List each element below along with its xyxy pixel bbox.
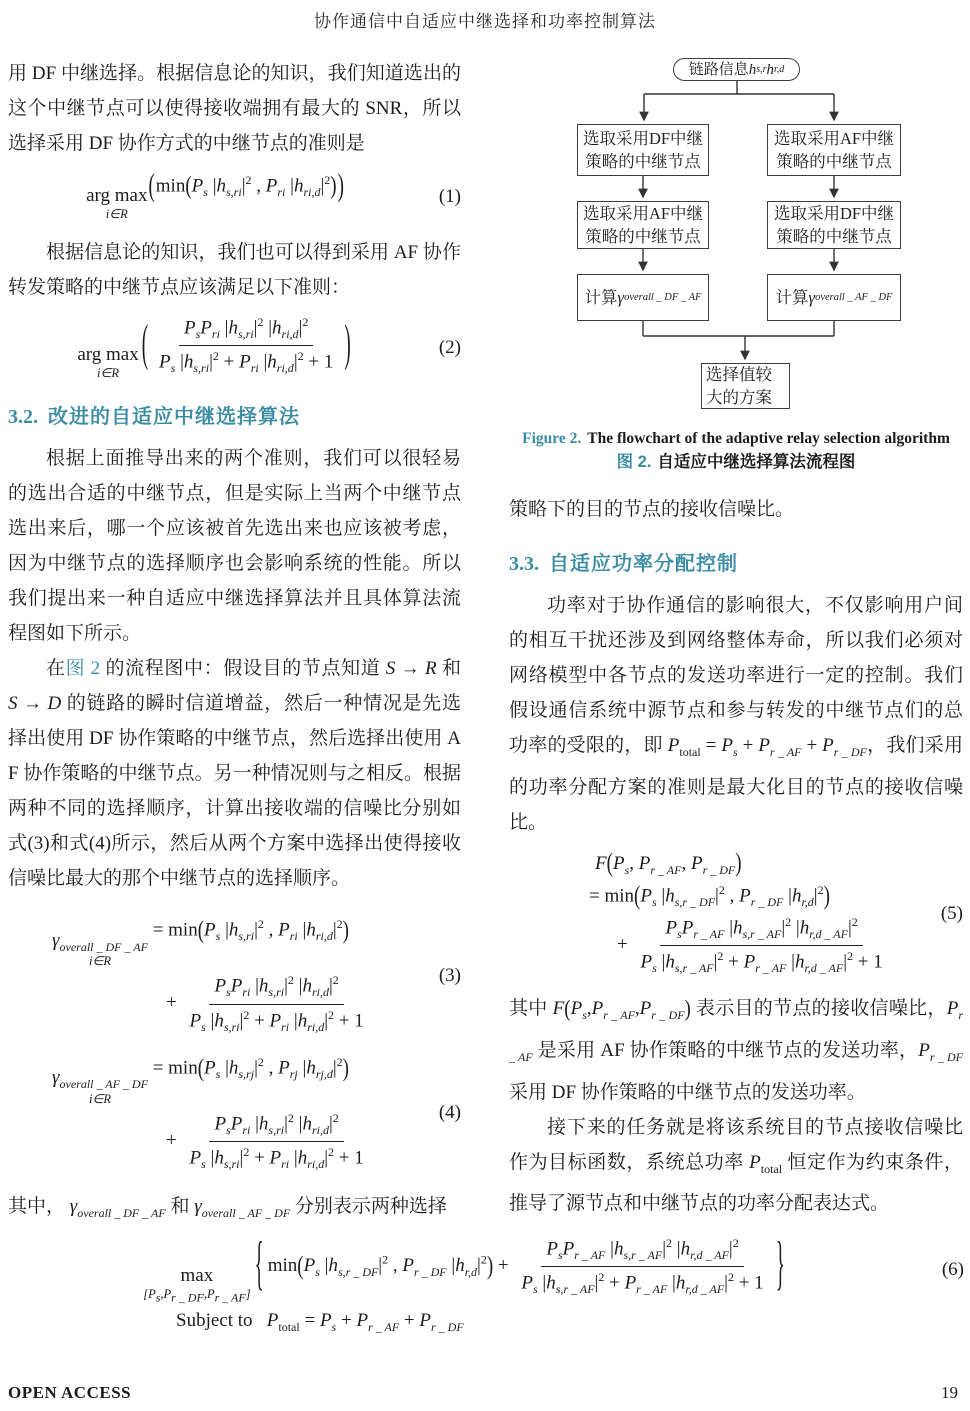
equation-3 — [8, 912, 461, 1039]
section-3-2-number: 3.2. — [8, 406, 38, 429]
figure-2-caption-en-text: The flowchart of the adaptive relay selection algorithm — [587, 430, 950, 447]
paragraph-df-criterion: 用 DF 中继选择。根据信息论的知识，我们知道选出的这个中继节点可以使得接收端拥有最大的 SNR，所以选择采用 DF 协作方式的中继节点的准则是 — [8, 63, 461, 154]
paragraph-f-explanation: 其中 $F(P_s,P_{r \_ AF},P_{r \_ DF})$ 表示目的节点的接收信噪比，$P_{r \_ AF}$ 是采用 AF 协作策略的中继节点的发送功率，$P_{r \_ DF}$ 采用 DF 协作策略的中继节点的发送功率。 — [509, 997, 963, 1103]
section-3-3-number: 3.3. — [509, 553, 539, 575]
equation-5-line2: = $\min(P_s$ $|h_{s,r \_ DF}|^2$ , $P_{r \_ DF}$ $|h_{r,d}|^2$) — [589, 881, 830, 911]
paragraph-gamma-explanation: 其中， $\gamma_{overall \_ DF \_ AF}$ 和 $\gamma_{overall \_ AF \_ DF}$ 分别表示两种选择 — [8, 1196, 447, 1220]
flowchart-compute-gamma-af-df-node: 计算 γ overall _ AF _ DF — [767, 274, 901, 321]
equation-3-line1: $\gamma_{overall \_ DF \_ AF}$ i∈R = $\min(P_s$ $|h_{s,ri}|^2$ , $P_{ri}$ $|h_{ri,d}|^2$) — [52, 916, 349, 969]
flowchart-compute-gamma-df-af-node: 计算 γ overall _ DF _ AF — [577, 274, 709, 321]
figure-2-caption-english — [509, 428, 963, 450]
equation-5-math — [509, 848, 925, 981]
paragraph-relay-order: 根据上面推导出来的两个准则，我们可以很轻易的选出合适的中继节点，但是实际上当两个中继节点选出来后，哪一个应该被首先选出来也应该被考虑，因为中继节点的选择顺序也会影响系统的性能。所以我们提出来一种自适应中继选择算法并且具体算法流程图如下所示。 — [8, 448, 461, 645]
equation-4-number: (4) — [438, 1102, 461, 1124]
section-3-3-title: 自适应功率分配控制 — [549, 553, 738, 575]
equation-2-math: arg max i∈R ( $P_sP_{ri}$ $|h_{s,ri}|^2$ $|h_{ri,d}|^2$ $P_s$ $|h_{s,ri}|^2 + P_{ri}$ $|h_{ri,d}|^2 + 1$ ) — [77, 315, 351, 381]
equation-6-constraint: Subject to $P_{total} = P_s + P_{r \_ AF} + P_{r \_ DF}$ — [176, 1310, 464, 1335]
figure-flowchart — [509, 56, 963, 414]
figure-2-label-zh: 图 2. — [616, 453, 652, 471]
paragraph-figure2-description: 在图 2 的流程图中：假设目的节点知道 S → R 和 S → D 的链路的瞬时信道增益，然后一种情况是先选择出使用 DF 协作策略的中继节点，然后选择出使用 AF 协作策略的中继节点。另一种情况则与之相反。根据两种不同的选择顺序，计算出接收端的信噪比分别如式(3)和式(4)所示，然后从两个方案中选择出使得接收信噪比最大的那个中继节点的选择顺序。 — [8, 658, 461, 890]
section-3-2-title: 改进的自适应中继选择算法 — [48, 406, 300, 429]
equation-4-line1: $\gamma_{overall \_ AF \_ DF}$ i∈R = $\min(P_s$ $|h_{s,rj}|^2$ , $P_{rj}$ $|h_{rj,d}|^2$) — [52, 1053, 349, 1106]
equation-3-math — [8, 912, 423, 1039]
section-heading-3-2 — [8, 400, 461, 429]
equation-3-number: (3) — [438, 965, 461, 986]
flowchart-select-af-second-node: 选取采用AF中继策略的中继节点 — [577, 201, 709, 249]
equation-3-line2: + $P_sP_{ri}$ $|h_{s,ri}|^2$ $|h_{ri,d}|^2$ $P_s$ $|h_{s,ri}|^2 + P_{ri}$ $|h_{ri,d}|^2 + 1$ — [166, 973, 364, 1034]
equation-1-number: (1) — [438, 186, 461, 208]
equation-5-line3: + $P_sP_{r \_ AF}$ $|h_{s,r \_ AF}|^2$ $|h_{r,d \_ AF}|^2$ $P_s$ $|h_{s,r \_ AF}|^2 + P_{r \_ AF}$ $|h_{r,d \_ AF}|^2 + 1$ — [617, 914, 883, 975]
flowchart-select-df-first-node: 选取采用DF中继策略的中继节点 — [577, 124, 709, 176]
equation-1-math: arg max i∈R ($\min(P_s$ $|h_{s,ri}|^2$ , $P_{ri}$ $|h_{ri,d}|^2$)) — [86, 168, 344, 222]
equation-6 — [8, 1232, 964, 1305]
paragraph-next-task: 接下来的任务就是将该系统目的节点接收信噪比作为目标函数，系统总功率 $P_{total}$ 恒定作为约束条件，推导了源节点和中继节点的功率分配表达式。 — [509, 1116, 963, 1215]
section-heading-3-3 — [509, 547, 963, 576]
equation-4-line2: + $P_sP_{ri}$ $|h_{s,ri}|^2$ $|h_{ri,d}|^2$ $P_s$ $|h_{s,ri}|^2 + P_{ri}$ $|h_{ri,d}|^2 + 1$ — [166, 1110, 364, 1172]
open-access-label: OPEN ACCESS — [8, 1383, 132, 1402]
equation-5-line1: $F(P_s$, $P_{r \_ AF}$, $P_{r \_ DF}$) — [595, 849, 742, 879]
left-column — [8, 56, 461, 1231]
equation-6-math: max $[P_s,P_{r \_ DF},P_{r \_ AF}]$ { $\min(P_s$ $|h_{s,r \_ DF}|^2$ , $P_{r \_ DF}$ $|h_{r,d}|^2$) + $P_sP_{r \_ AF}$ $|h_{s,r \_ AF}|^2$ $|h_{r,d \_ AF}|^2$ $P_s$ $|h_{s,r \_ AF}|^2 + P_{r \_ AF}$ $|h_{r,d \_ AF}|^2 + 1$ } — [143, 1232, 785, 1305]
equation-4-math — [8, 1050, 423, 1177]
equation-2-number: (2) — [438, 336, 461, 358]
paragraph-snr-continuation: 策略下的目的节点的接收信噪比。 — [509, 499, 795, 520]
equation-1 — [8, 168, 461, 222]
equation-2 — [8, 315, 461, 380]
page-header-title: 协作通信中自适应中继选择和功率控制算法 — [314, 12, 656, 31]
equation-5 — [509, 848, 963, 981]
paragraph-af-criterion: 根据信息论的知识，我们也可以得到采用 AF 协作转发策略的中继节点应该满足以下准则： — [8, 242, 461, 299]
page-number: 19 — [941, 1383, 958, 1402]
flowchart-start-node: 链路信息 h s,r h r,d — [673, 58, 800, 81]
equation-5-number: (5) — [940, 903, 963, 925]
equation-4 — [8, 1050, 461, 1177]
paragraph-power-control: 功率对于协作通信的影响很大，不仅影响用户间的相互干扰还涉及到网络整体寿命，所以我们必须对网络模型中各节点的发送功率进行一定的控制。我们假设通信系统中源节点和参与转发的中继节点们的总功率的受限的，即 $P_{total} = P_s + P_{r \_ AF} + P_{r \_ DF}$，我们采用的功率分配方案的准则是最大化目的节点的接收信噪比。 — [509, 595, 964, 833]
flowchart-select-df-second-node: 选取采用DF中继策略的中继节点 — [767, 201, 901, 249]
right-column — [509, 56, 963, 1221]
equation-6-number: (6) — [941, 1259, 964, 1281]
figure-2-caption-chinese — [509, 450, 963, 474]
flowchart-select-af-first-node: 选取采用AF中继策略的中继节点 — [767, 124, 901, 176]
flowchart-choose-larger-node: 选择值较大的方案 — [701, 363, 790, 409]
figure-2-caption-zh-text: 自适应中继选择算法流程图 — [657, 453, 856, 471]
figure-2-caption — [509, 428, 963, 474]
equation-6-block — [8, 1232, 964, 1335]
figure-2-label-en: Figure 2. — [522, 430, 582, 447]
